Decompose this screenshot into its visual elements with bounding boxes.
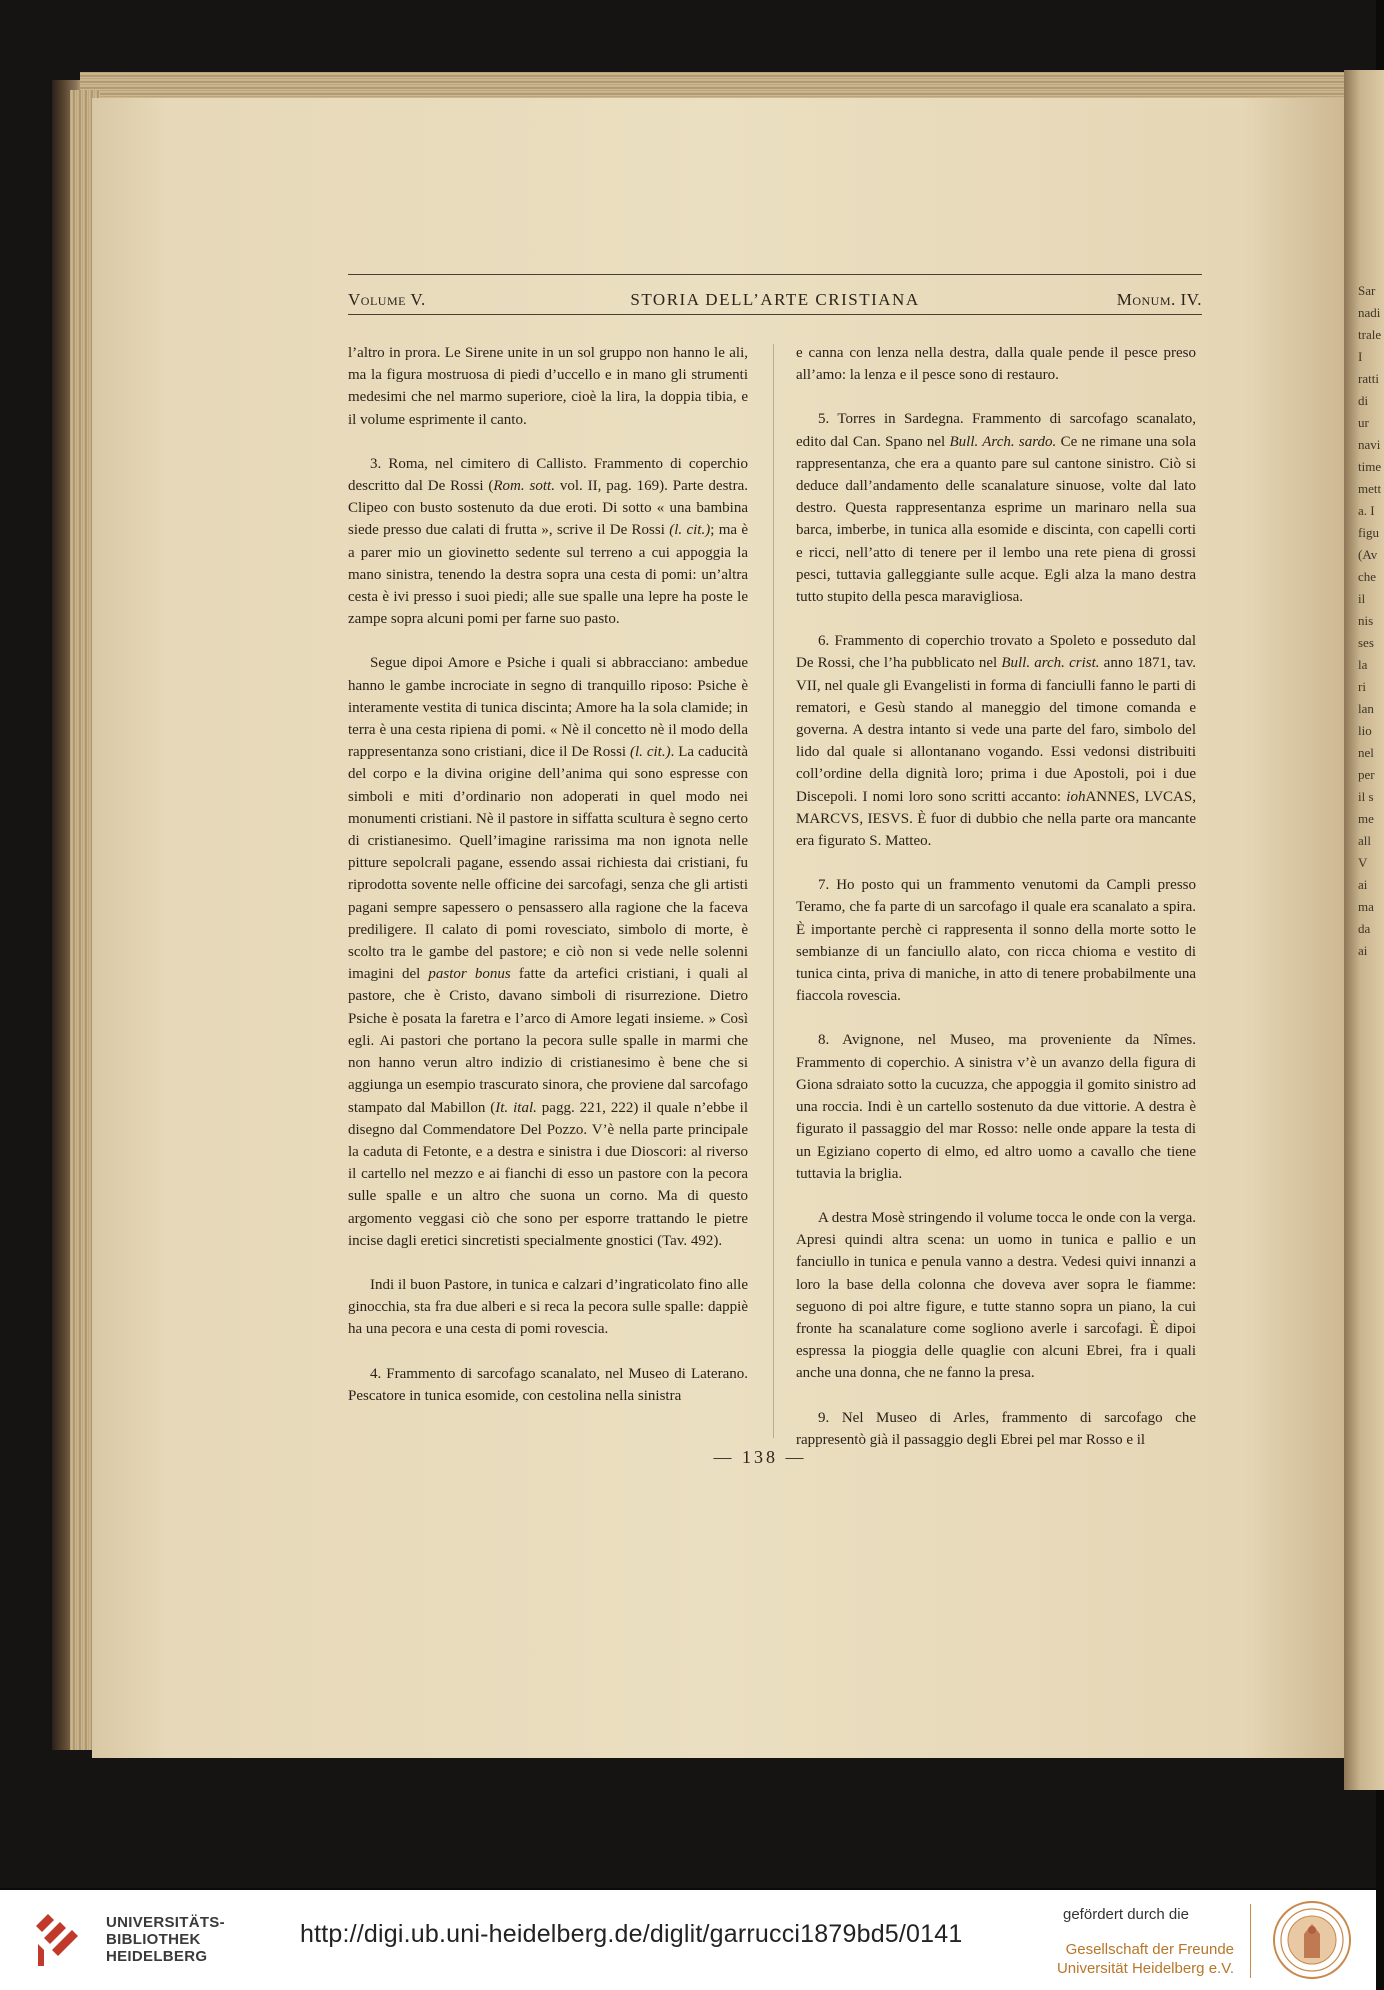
facing-page-fragment: ses: [1358, 635, 1374, 650]
running-head: [348, 290, 1202, 316]
right-column-paragraph: 6. Frammento di coperchio trovato a Spoleto e posseduto dal De Rossi, che l’ha pubblicato nel Bull. arch. crist. anno 1871, tav. VII, nel quale gli Evangelisti in forma di fanciulli fanno le parti di rematori, e Gesù stando al maneggio del timone comanda e governa. A destra intanto si vede una parte del faro, simbolo del lido dal quale si allontanano vogando. Essi vedonsi distribuiti coll’ordine della dignità loro; prima i due Apostoli, poi i due Discepoli. I nomi loro sono scritti accanto: iohANNES, LVCAS, MARCVS, IESVS. È fuor di dubbio che nella parte ora mancante era figurato S. Matteo.: [796, 633, 1196, 850]
text-column-right: [796, 342, 1196, 1451]
institution-name: [106, 1914, 225, 1965]
header-rule-bottom: [348, 314, 1202, 315]
facing-page-fragment: per: [1358, 767, 1375, 782]
right-column-paragraph: 5. Torres in Sardegna. Frammento di sarcofago scanalato, edito dal Can. Spano nel Bull. Arch. sardo. Ce ne rimane una sola rappresentanza, che era a quanto pare sul cantone sinistro. Ciò si deduce dall’andamento delle scanalature sinuose, volte dal lato destro. Questa rappresentanza esprime un marinaro nella sua barca, imberbe, in tunica alla esomide e discinta, con capelli corti e ricci, nell’atto di tenere per il lembo una rete piena di grossi pesci, tuttavia galleggiante sulle acque. Egli alza la mano destra tutto stupito della pesca maravigliosa.: [796, 411, 1196, 606]
facing-page-fragment: nel: [1358, 745, 1374, 760]
sponsor-name-line: Universität Heidelberg e.V.: [1056, 1960, 1234, 1977]
facing-page-fragment: I: [1358, 349, 1363, 364]
facing-page-fragment: a. I: [1358, 503, 1375, 518]
institution-name-line: BIBLIOTHEK: [106, 1931, 201, 1948]
running-head-title: STORIA DELL’ARTE CRISTIANA: [630, 290, 920, 309]
sponsor-divider: [1250, 1904, 1251, 1978]
right-column-paragraph: e canna con lenza nella destra, dalla quale pende il pesce preso all’amo: la lenza e il pesce sono di restauro.: [796, 345, 1196, 384]
text-column-left: [348, 342, 748, 1407]
facing-page-fragment: time: [1358, 459, 1382, 474]
right-column-paragraph: 9. Nel Museo di Arles, frammento di sarcofago che rappresentò già il passaggio degli Ebrei pel mar Rosso e il: [796, 1409, 1196, 1448]
left-column-paragraph: Segue dipoi Amore e Psiche i quali si abbracciano: ambedue hanno le gambe incrociate in segno di tranquillo riposo: Psiche è interamente vestita di tunica discinta; Amore ha la sola clamide; in terra è una cesta ripiena di pomi. « Nè il concetto nè il modo della rappresentanza sono cristiani, dice il De Rossi (l. cit.). La caducità del corpo e la divina origine dell’anima qui sono espresse con simboli e miti d’ordinario non adoperati in quel modo nei monumenti cristiani. Nè il pastore in siffatta scultura è segno certo di cristianesimo. Quell’imagine rarissima ma non ignota nelle pitture sepolcrali pagane, essendo assai richiesta dai cristiani, fu riprodotta sovente nelle officine dei sarcofagi, senza che gli artisti pagani sempre sapessero o pensassero alla ragione che la faceva prediligere. Il calato di pomi rovesciato, simbolo di morte, è scolto tra le gambe del pastore; e ciò non si vede nelle solenni imagini del pastor bonus fatte da artefici cristiani, i quali al pastore, che è Cristo, davano simboli di risurrezione. Dietro Psiche è posata la faretra e l’arco di Amore legati insieme. » Così egli. Ai pastori che portano la pecora sulle spalle in marmi che non hanno verun altro indizio di cristianesimo è bene che si aggiunga un esempio trascurato sinora, che proviene dal sarcofago stampato dal Mabillon (It. ital. pagg. 221, 222) il quale n’ebbe il disegno dal Commendatore Del Pozzo. V’è nella parte principale la caduta di Fetonte, e a destra e sinistra i due Dioscori: al riverso il cartello nel mezzo e ai fianchi di esso un pastore con la pecora sulle spalle e un altro che suona un corno. Ma di questo argomento veggasi ciò che sono per esporre trattando le pietre incise dagli eretici sincretisti specialmente gnostici (Tav. 492).: [348, 655, 748, 1249]
facing-page-fragment: da: [1358, 921, 1371, 936]
footer-bar: [0, 1890, 1376, 1990]
facing-page-fragment: che: [1358, 569, 1377, 584]
left-column-paragraph: Indi il buon Pastore, in tunica e calzari d’ingraticolato fino alle ginocchia, sta fra due alberi e si reca la pecora sulle spalle: dappiè ha una pecora e una cesta di pomi rovescia.: [348, 1276, 748, 1338]
facing-page-fragment: il s: [1358, 789, 1374, 804]
facing-page-fragment: lio: [1358, 723, 1372, 738]
left-column-paragraph: 4. Frammento di sarcofago scanalato, nel Museo di Laterano. Pescatore in tunica esomide, con cestolina nella sinistra: [348, 1365, 748, 1404]
permalink-url[interactable]: http://digi.ub.uni-heidelberg.de/diglit/garrucci1879bd5/0141: [300, 1920, 963, 1948]
facing-page-fragment: la: [1358, 657, 1368, 672]
left-column-paragraph: l’altro in prora. Le Sirene unite in un sol gruppo non hanno le ali, ma la figura mostruosa di piedi d’uccello e in mano gli strumenti medesimi che nel marmo superiore, cioè la lira, la doppia tibia, e il volume esprimente il canto.: [348, 345, 748, 428]
left-column-paragraph: 3. Roma, nel cimitero di Callisto. Frammento di coperchio descritto dal De Rossi (Rom. sott. vol. II, pag. 169). Parte destra. Clipeo con busto sostenuto da due eroti. Di sotto « una bambina siede presso due calati di frutta », scrive il De Rossi (l. cit.); ma è a parer mio un giovinetto sedente sul terreno a cui appoggia la mano sinistra, tenendo la destra sopra una cesta di pomi: un’altra cesta è ivi presso i suoi piedi; alle sue spalle una lepre ha poste le zampe sopra alcuni pomi per farne suo pasto.: [348, 455, 749, 628]
page-number: — 138 —: [713, 1447, 807, 1467]
running-head-monument: Monum. IV.: [1116, 290, 1202, 309]
sponsor-name: [1036, 1940, 1234, 1978]
sponsor-label: gefördert durch die: [1063, 1906, 1189, 1923]
facing-page-fragment: trale: [1358, 327, 1382, 342]
facing-page-fragment: lan: [1358, 701, 1374, 716]
running-head-volume: Volume V.: [348, 290, 426, 309]
facing-page-fragment: ai: [1358, 943, 1368, 958]
university-library-logo-icon: [30, 1908, 86, 1970]
institution-name-line: HEIDELBERG: [106, 1948, 208, 1965]
facing-page-fragment: navi: [1358, 437, 1381, 452]
column-divider: [773, 344, 774, 1438]
facing-page-text: [1358, 280, 1382, 962]
facing-page-fragment: Sar: [1358, 283, 1376, 298]
facing-page-fragment: ai: [1358, 877, 1368, 892]
facing-page-fragment: (Av: [1358, 547, 1378, 562]
facing-page-fragment: il: [1358, 591, 1366, 606]
right-column-paragraph: 8. Avignone, nel Museo, ma proveniente da Nîmes. Frammento di coperchio. A sinistra v’è un avanzo della figura di Giona sdraiato sotto la cucuzza, che appoggia il gomito sinistro ad una roccia. Indi è un cartello sostenuto da due vittorie. A destra è figurato il passaggio del mar Rosso: nelle onde appare la testa di un Egiziano coperto di elmo, ed altro uomo a cavallo che tiene tuttavia la briglia.: [796, 1032, 1196, 1182]
facing-page-fragment: ma: [1358, 899, 1374, 914]
right-column-paragraph: 7. Ho posto qui un frammento venutomi da Campli presso Teramo, che fa parte di un sarcofago il quale era scanalato a spira. È importante perchè ci rappresenta il sonno della morte sotto le sembianze di un fanciullo alato, con ricca chioma e vestito di tunica cinta, priva di maniche, in atto di tenere probabilmente una fiaccola rovescia.: [796, 877, 1196, 1005]
right-column-paragraph: A destra Mosè stringendo il volume tocca le onde con la verga. Apresi quindi altra scena: un uomo in tunica e pallio e un fanciullo in tunica e penula vanno a destra. Vedesi quivi innanzi a loro la base della colonna che doveva aver sopra le fiamme: seguono di poi altre figure, e tutte stanno sopra un piano, la cui fronte ha scanalature come sogliono averle i sarcofagi. È dipoi espressa la pioggia delle quaglie con alcuni Ebrei, fra i quali anche una donna, che ne fanno la presa.: [796, 1209, 1196, 1382]
facing-page-fragment: ratti: [1358, 371, 1379, 386]
university-seal-icon: [1272, 1900, 1352, 1980]
facing-page-fragment: V: [1358, 855, 1368, 870]
facing-page-fragment: di ur: [1358, 393, 1369, 430]
header-rule-top: [348, 274, 1202, 275]
sponsor-name-line: Gesellschaft der Freunde: [1065, 1941, 1234, 1958]
facing-page-fragment: nis: [1358, 613, 1374, 628]
institution-name-line: UNIVERSITÄTS-: [106, 1914, 225, 1931]
facing-page-fragment: figu: [1358, 525, 1379, 540]
facing-page-fragment: ri: [1358, 679, 1366, 694]
facing-page-fragment: nadi: [1358, 305, 1381, 320]
facing-page-fragment: me: [1358, 811, 1374, 826]
facing-page-fragment: all: [1358, 833, 1371, 848]
facing-page-fragment: mett: [1358, 481, 1382, 496]
